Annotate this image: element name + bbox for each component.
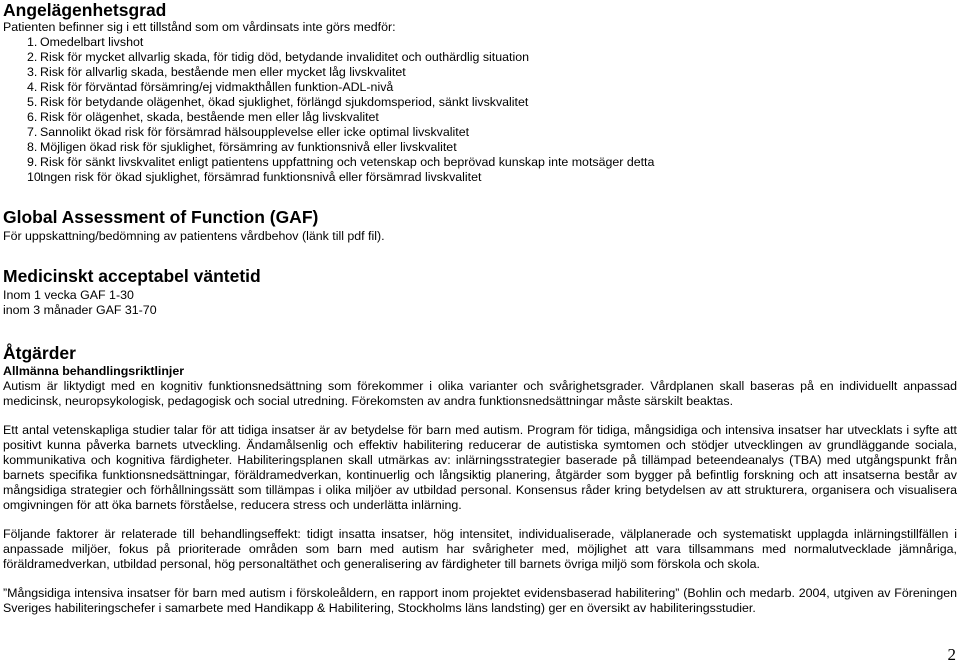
list-item: 8. Möjligen ökad risk för sjuklighet, försämring av funktionsnivå eller livskvalitet [27,140,457,154]
paragraph-4: ”Mångsidiga intensiva insatser för barn med autism i förskoleåldern, en rapport inom projektet evidensbaserad habilitering” (Bohlin och medarb. 2004, utgiven av Föreningen Sveriges habiliteringschefer i samarbete med Handikapp & Habilitering, Stockholms läns landsting) ger en översikt av habiliteringsstudier. [3,586,957,615]
page-number: 2 [947,645,956,664]
intro-text: Patienten befinner sig i ett tillstånd som om vårdinsats inte görs medför: [3,20,396,34]
heading-atgarder: Åtgärder [3,343,76,363]
gaf-text: För uppskattning/bedömning av patientens vårdbehov (länk till pdf fil). [3,229,385,243]
vantetid-line-1: Inom 1 vecka GAF 1-30 [3,288,134,302]
list-item: 10. Ingen risk för ökad sjuklighet, försämrad funktionsnivå eller försämrad livskvalitet [27,170,482,184]
vantetid-line-2: inom 3 månader GAF 31-70 [3,303,157,317]
heading-vantetid: Medicinskt acceptabel väntetid [3,266,261,286]
list-item: 5. Risk för betydande olägenhet, ökad sjuklighet, förlängd sjukdomsperiod, sänkt livskvalitet [27,95,529,109]
paragraph-2: Ett antal vetenskapliga studier talar för att tidiga insatser är av betydelse för barn med autism. Program för tidiga, mångsidiga och intensiva insatser har utvecklats i syfte att positivt kunna påverka barnets utveckling. Ändamålsenlig och effektiv habilitering reducerar de autistiska symtomen och stödjer utvecklingen av grundläggande sociala, kommunikativa och kognitiva färdigheter. Habiliteringsplanen skall utmärkas av: inlärningsstrategier baserade på tillämpad beteendeanalys (TBA) med utgångspunkt från barnets specifika funktionsnedsättningar, föräldramedverkan, kontinuerlig och långsiktig planering, åtgärder som bygger på befintlig forskning och att insatserna består av mångsidiga strategier och förhållningssätt som tillämpas i olika miljöer av utbildad personal. Konsensus råder kring betydelsen av att strukturera, organisera och visualisera omgivningen för att öka barnets förståelse, reducera stress och underlätta inlärning. [3,423,957,512]
subheading-behandlingsriktlinjer: Allmänna behandlingsriktlinjer [3,364,185,378]
list-item: 9. Risk för sänkt livskvalitet enligt patientens uppfattning och vetenskap och beprövad kunskap inte motsäger detta [27,155,655,169]
heading-angelagenhetsgrad: Angelägenhetsgrad [3,0,167,20]
list-item: 7. Sannolikt ökad risk för försämrad hälsoupplevelse eller icke optimal livskvalitet [27,125,470,139]
heading-gaf: Global Assessment of Function (GAF) [3,207,319,227]
list-item: 4. Risk för förväntad försämring/ej vidmakthållen funktion-ADL-nivå [27,80,394,94]
paragraph-1: Autism är liktydigt med en kognitiv funktionsnedsättning som förekommer i olika varianter och svårighetsgrader. Vårdplanen skall baseras på en individuellt anpassad medicinsk, neuropsykologisk, pedagogisk och social utredning. Förekomsten av andra funktionsnedsättningar måste särskilt beaktas. [3,379,957,408]
list-item: 6. Risk för olägenhet, skada, bestående men eller låg livskvalitet [27,110,379,124]
risk-list [3,35,957,185]
list-item: 3. Risk för allvarlig skada, bestående men eller mycket låg livskvalitet [27,65,406,79]
paragraph-3: Följande faktorer är relaterade till behandlingseffekt: tidigt insatta insatser, hög intensitet, individualiserade, välplanerade och systematiskt upplagda inlärningstillfällen i anpassade miljöer, fokus på prioriterade områden som barn med autism har svårigheter med, möjlighet att vara tillsammans med normalutvecklade jämnåriga, föräldramedverkan, utbildad personal, hög personaltäthet och generalisering av färdigheter till barnets övriga miljö som förskola och skola. [3,527,957,571]
document-page [3,0,957,616]
list-item: 2. Risk för mycket allvarlig skada, för tidig död, betydande invaliditet och outhärdlig situation [27,50,530,64]
list-item: 1. Omedelbart livshot [27,35,144,49]
